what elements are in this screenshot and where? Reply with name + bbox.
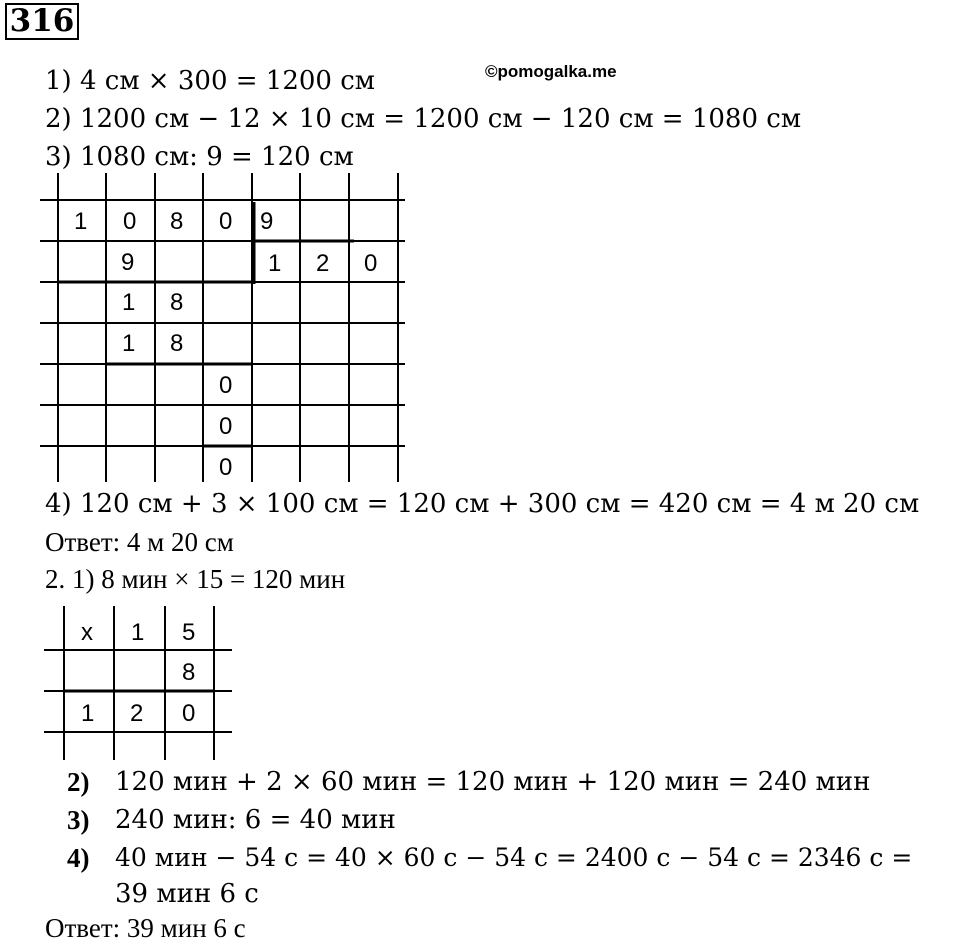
remainder-3: 0 [219,454,233,481]
dividend-digit: 1 [74,208,88,235]
dividend-digit: 0 [219,208,233,235]
part2-step3: 240 мин: 6 = 40 мин [115,805,396,835]
part1-step3: 3) 1080 см: 9 = 120 см [45,142,354,172]
part2-answer: Ответ: 39 мин 6 с [45,913,246,943]
part2-step4-continuation: 39 мин 6 с [115,879,259,909]
part2-step2-label: 2) [67,767,90,797]
multiplication-sign: x [81,619,93,646]
part2-step2: 120 мин + 2 × 60 мин = 120 мин + 120 мин = 240 мин [115,767,871,797]
remainder-2: 0 [219,372,233,399]
part2-step3-label: 3) [67,805,90,835]
quotient-digit: 2 [316,250,330,277]
product-digit: 1 [81,700,95,727]
subtrahend-2-digit: 8 [170,330,184,357]
multiplier: 8 [182,659,196,686]
part1-step4: 4) 120 см + 3 × 100 см = 120 см + 300 см = 420 см = 4 м 20 см [45,489,920,519]
quotient-digit: 0 [364,250,378,277]
part2-step1: 2. 1) 8 мин × 15 = 120 мин [45,564,346,594]
divisor: 9 [260,208,274,235]
quotient-digit: 1 [268,250,282,277]
part2-step4: 40 мин − 54 с = 40 × 60 с − 54 с = 2400 с − 54 с = 2346 с = [115,843,913,872]
subtrahend-2-digit: 1 [122,330,136,357]
remainder-1-digit: 1 [122,289,136,316]
part1-step1: 1) 4 см × 300 = 1200 см [45,66,376,96]
watermark: ©pomogalka.me [485,62,617,81]
product-digit: 2 [130,700,144,727]
dividend-digit: 0 [123,208,137,235]
part1-answer: Ответ: 4 м 20 см [45,527,234,557]
problem-number: 316 [5,3,79,40]
multiplicand-digit: 1 [131,619,145,646]
multiplicand-digit: 5 [182,619,196,646]
part2-step4-label: 4) [67,843,90,873]
dividend-digit: 8 [170,208,184,235]
part1-step2: 2) 1200 см − 12 × 10 см = 1200 см − 120 см = 1080 см [45,104,802,134]
remainder-1-digit: 8 [170,289,184,316]
subtrahend-1: 9 [121,249,135,276]
product-digit: 0 [182,700,196,727]
subtrahend-3: 0 [219,413,233,440]
